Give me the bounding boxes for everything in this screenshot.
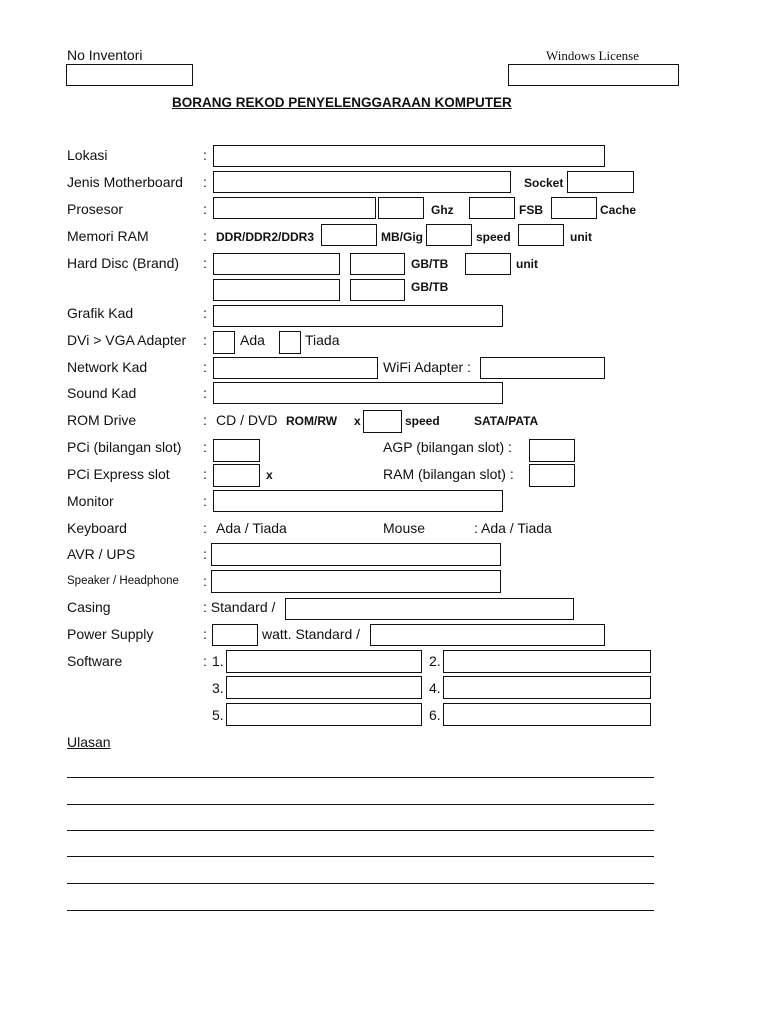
power-supply-label: Power Supply xyxy=(67,626,154,642)
casing-field[interactable] xyxy=(285,598,574,620)
pci-slot-label: PCi (bilangan slot) xyxy=(67,439,182,455)
colon: : xyxy=(203,201,207,217)
no-inventori-field[interactable] xyxy=(66,64,193,86)
gb-tb-label: GB/TB xyxy=(411,257,449,271)
dvi-vga-label: DVi > VGA Adapter xyxy=(67,332,187,348)
software-4-label: 4. xyxy=(429,680,441,696)
colon: : xyxy=(203,520,207,536)
ram-unit-field[interactable] xyxy=(518,224,564,246)
software-2-label: 2. xyxy=(429,653,441,669)
software-1-label: 1. xyxy=(212,653,224,669)
casing-label: Casing xyxy=(67,599,111,615)
lokasi-label: Lokasi xyxy=(67,147,108,163)
mouse-value: : Ada / Tiada xyxy=(474,520,552,536)
software-1-field[interactable] xyxy=(226,650,422,673)
cd-dvd-label: CD / DVD xyxy=(216,412,278,428)
network-kad-field[interactable] xyxy=(213,357,378,379)
agp-slot-field[interactable] xyxy=(529,439,575,462)
casing-standard-label: : Standard / xyxy=(203,599,276,615)
ulasan-line[interactable] xyxy=(67,777,654,778)
ulasan-line[interactable] xyxy=(67,910,654,911)
prosesor-field[interactable] xyxy=(213,197,376,219)
colon: : xyxy=(203,255,207,271)
colon: : xyxy=(203,332,207,348)
network-kad-label: Network Kad xyxy=(67,359,148,375)
agp-slot-label: AGP (bilangan slot) : xyxy=(383,439,512,455)
watt-standard-label: watt. Standard / xyxy=(262,626,361,642)
unit-label: unit xyxy=(516,257,538,271)
colon: : xyxy=(203,228,207,244)
ulasan-line[interactable] xyxy=(67,830,654,831)
tiada-label: Tiada xyxy=(305,332,340,348)
prosesor-label: Prosesor xyxy=(67,201,124,217)
colon: : xyxy=(203,147,207,163)
hdd-brand-field-1[interactable] xyxy=(213,253,340,275)
avr-ups-field[interactable] xyxy=(211,543,501,566)
motherboard-field[interactable] xyxy=(213,171,511,193)
wifi-adapter-field[interactable] xyxy=(480,357,605,379)
software-6-label: 6. xyxy=(429,707,441,723)
windows-license-field[interactable] xyxy=(508,64,679,86)
software-4-field[interactable] xyxy=(443,676,651,699)
no-inventori-label: No Inventori xyxy=(67,47,143,63)
speaker-label: Speaker / Headphone xyxy=(67,575,179,587)
software-3-label: 3. xyxy=(212,680,224,696)
speed-label: speed xyxy=(405,414,440,428)
gb-tb-label: GB/TB xyxy=(411,280,449,294)
pci-slot-field[interactable] xyxy=(213,439,260,462)
software-6-field[interactable] xyxy=(443,703,651,726)
colon: : xyxy=(203,174,207,190)
jenis-motherboard-label: Jenis Motherboard xyxy=(67,174,183,190)
rom-rw-label: ROM/RW xyxy=(286,414,338,428)
monitor-field[interactable] xyxy=(213,490,503,512)
ghz-label: Ghz xyxy=(431,203,454,217)
wifi-adapter-label: WiFi Adapter : xyxy=(383,359,471,375)
memori-ram-label: Memori RAM xyxy=(67,228,149,244)
dvi-tiada-checkbox[interactable] xyxy=(279,331,301,354)
speed-label: speed xyxy=(476,230,511,244)
power-supply-field[interactable] xyxy=(370,624,605,646)
ada-label: Ada xyxy=(240,332,265,348)
sound-kad-label: Sound Kad xyxy=(67,385,137,401)
socket-field[interactable] xyxy=(567,171,634,193)
pci-express-field[interactable] xyxy=(213,464,260,487)
colon: : xyxy=(203,573,207,589)
dvi-ada-checkbox[interactable] xyxy=(213,331,235,354)
software-5-field[interactable] xyxy=(226,703,422,726)
cache-label: Cache xyxy=(600,203,637,217)
form-title: BORANG REKOD PENYELENGGARAAN KOMPUTER xyxy=(172,95,512,110)
ram-type-label: DDR/DDR2/DDR3 xyxy=(216,230,315,244)
speaker-field[interactable] xyxy=(211,570,501,593)
colon: : xyxy=(203,385,207,401)
rom-speed-field[interactable] xyxy=(363,410,402,433)
socket-label: Socket xyxy=(524,176,564,190)
avr-ups-label: AVR / UPS xyxy=(67,546,136,562)
ram-slot-field[interactable] xyxy=(529,464,575,487)
rom-drive-label: ROM Drive xyxy=(67,412,137,428)
colon: : xyxy=(203,359,207,375)
colon: : xyxy=(203,305,207,321)
sound-kad-field[interactable] xyxy=(213,382,503,404)
cache-field[interactable] xyxy=(551,197,597,219)
x-label: x xyxy=(266,468,273,482)
colon: : xyxy=(203,626,207,642)
colon: : xyxy=(203,439,207,455)
x-label: x xyxy=(354,414,361,428)
colon: : xyxy=(203,653,207,669)
grafik-kad-label: Grafik Kad xyxy=(67,305,134,321)
mouse-label: Mouse xyxy=(383,520,426,536)
ulasan-label: Ulasan xyxy=(67,734,111,750)
hdd-unit-field[interactable] xyxy=(465,253,511,275)
fsb-field[interactable] xyxy=(469,197,515,219)
colon: : xyxy=(203,412,207,428)
hard-disc-label: Hard Disc (Brand) xyxy=(67,255,180,271)
keyboard-value: Ada / Tiada xyxy=(216,520,287,536)
monitor-label: Monitor xyxy=(67,493,114,509)
software-3-field[interactable] xyxy=(226,676,422,699)
ghz-field[interactable] xyxy=(378,197,424,219)
pci-express-label: PCi Express slot xyxy=(67,466,170,482)
colon: : xyxy=(203,466,207,482)
ulasan-line[interactable] xyxy=(67,804,654,805)
ram-speed-field[interactable] xyxy=(426,224,472,246)
ram-size-field[interactable] xyxy=(321,224,377,246)
lokasi-field[interactable] xyxy=(213,145,605,167)
mb-gig-label: MB/Gig xyxy=(381,230,423,244)
sata-pata-label: SATA/PATA xyxy=(474,414,539,428)
hdd-size-field-1[interactable] xyxy=(350,253,405,275)
colon: : xyxy=(203,546,207,562)
grafik-kad-field[interactable] xyxy=(213,305,503,327)
software-2-field[interactable] xyxy=(443,650,651,673)
hdd-brand-field-2[interactable] xyxy=(213,279,340,301)
keyboard-label: Keyboard xyxy=(67,520,127,536)
ulasan-line[interactable] xyxy=(67,856,654,857)
software-label: Software xyxy=(67,653,123,669)
watt-field[interactable] xyxy=(212,624,258,646)
unit-label: unit xyxy=(570,230,592,244)
windows-license-label: Windows License xyxy=(546,48,639,63)
fsb-label: FSB xyxy=(519,203,543,217)
hdd-size-field-2[interactable] xyxy=(350,279,405,301)
ram-slot-label: RAM (bilangan slot) : xyxy=(383,466,514,482)
ulasan-line[interactable] xyxy=(67,883,654,884)
colon: : xyxy=(203,493,207,509)
software-5-label: 5. xyxy=(212,707,224,723)
